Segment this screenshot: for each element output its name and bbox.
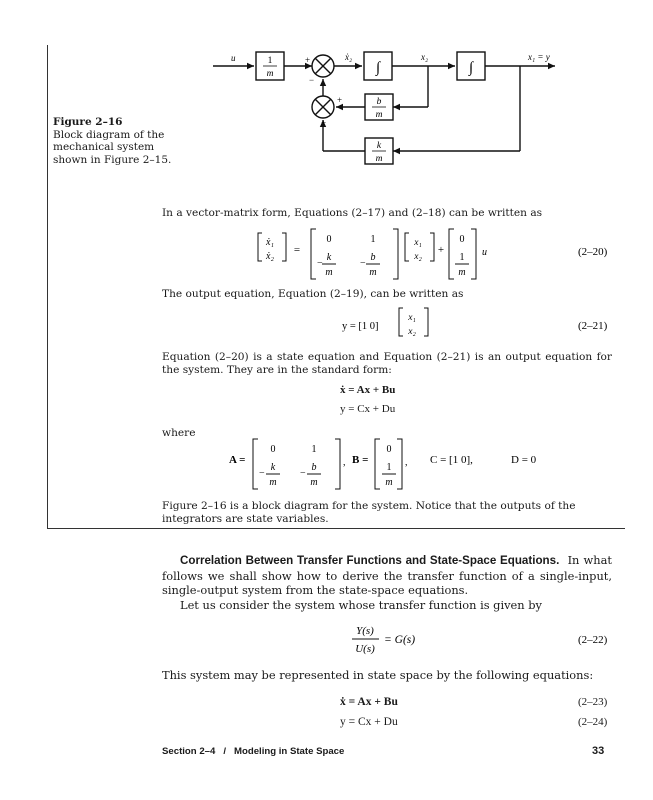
eq2-20-x1: x₁	[414, 238, 422, 248]
paragraph-vector-matrix: In a vector-matrix form, Equations (2–17) and (2–18) can be written as	[162, 207, 543, 219]
section-intro-text: In what follows we shall show how to derive the transfer function of a single-input, single-output system from the state-space equations.	[162, 553, 612, 597]
C-definition: C = [1 0],	[430, 454, 473, 466]
eq2-21-x2: x₂	[408, 327, 416, 337]
stiffness-numerator: k	[376, 141, 382, 151]
B-comma: ,	[405, 457, 408, 468]
figure-caption-text: Block diagram of the mechanical system shown in Figure 2–15.	[53, 128, 172, 166]
b2-den: m	[458, 267, 466, 278]
B-1: 0	[386, 444, 392, 455]
a21-den: m	[325, 267, 333, 278]
footer-running-head	[162, 746, 344, 757]
footer-separator: /	[223, 746, 226, 757]
eq2-20-lhs-1: ẋ₁	[266, 237, 274, 248]
eq2-24-number: (2–24)	[578, 716, 608, 728]
damping-denominator: m	[375, 110, 383, 120]
gain-denominator: m	[266, 69, 274, 79]
signal-x1-y-label: x₁ = y	[528, 52, 550, 62]
equation-2-21	[0, 304, 653, 344]
sum2-plus-sign-bottom: +	[321, 118, 327, 128]
integrator-2-symbol: ∫	[468, 60, 474, 76]
D-definition: D = 0	[511, 454, 537, 466]
A-21-den: m	[269, 477, 277, 488]
stiffness-denominator: m	[375, 154, 383, 164]
where-label: where	[162, 427, 196, 439]
a22-num: b	[370, 252, 376, 263]
a21-num: k	[326, 252, 332, 263]
section-heading: Correlation Between Transfer Functions and State-Space Equations.	[180, 554, 560, 567]
A-label: A =	[229, 454, 246, 466]
eq2-20-equals: =	[293, 244, 301, 256]
A-22-den: m	[310, 477, 318, 488]
a22-den: m	[369, 267, 377, 278]
A-22-minus: −	[300, 468, 306, 479]
A-comma: ,	[343, 457, 346, 468]
paragraph-state-space-representation: This system may be represented in state space by the following equations:	[162, 668, 594, 682]
A-12: 1	[311, 444, 317, 455]
eq2-23-number: (2–23)	[578, 696, 608, 708]
footer-title: Modeling in State Space	[234, 746, 345, 757]
b1: 0	[459, 234, 465, 245]
a11: 0	[326, 234, 332, 245]
sum1-minus-sign: −	[309, 75, 315, 85]
b2-num: 1	[459, 252, 465, 263]
eq2-21-number: (2–21)	[578, 320, 608, 332]
a22-minus: −	[360, 258, 366, 269]
paragraph-transfer-function-intro: Let us consider the system whose transfer function is given by	[180, 598, 542, 612]
A-11: 0	[270, 444, 276, 455]
figure-caption	[53, 116, 173, 166]
eq2-22-number: (2–22)	[578, 634, 608, 646]
damping-numerator: b	[376, 97, 382, 107]
footer-section: Section 2–4	[162, 746, 216, 757]
signal-x2dot-label: ẋ₂	[345, 52, 353, 62]
eq2-23: ẋ = Ax + Bu	[340, 696, 398, 708]
signal-u-label: u	[231, 53, 236, 63]
integrator-1-symbol: ∫	[375, 60, 381, 76]
eq2-20-plus: +	[437, 244, 445, 256]
sum1-plus-sign: +	[305, 55, 311, 65]
paragraph-standard-form: Equation (2–20) is a state equation and Equation (2–21) is an output equation for the system. They are in the standard form:	[162, 351, 612, 376]
paragraph-output-equation: The output equation, Equation (2–19), can be written as	[162, 288, 464, 300]
standard-output-equation: y = Cx + Du	[340, 403, 396, 415]
gain-numerator: 1	[267, 56, 273, 66]
eq2-22-denominator: U(s)	[355, 643, 375, 655]
eq2-20-number: (2–20)	[578, 246, 608, 258]
sum2-plus-sign-right: +	[337, 95, 343, 105]
B-2-num: 1	[386, 462, 392, 473]
paragraph-block-diagram-note: Figure 2–16 is a block diagram for the system. Notice that the outputs of the integrators are state variables.	[162, 500, 576, 525]
A-22-num: b	[311, 462, 317, 473]
B-2-den: m	[385, 477, 393, 488]
eq2-22-rhs: = G(s)	[384, 634, 416, 646]
signal-x2-label: x₂	[421, 52, 429, 62]
equation-2-20	[0, 226, 653, 284]
section-paragraph	[162, 553, 612, 598]
eq2-21-lhs: y = [1 0]	[342, 321, 379, 332]
eq2-20-x2: x₂	[414, 252, 422, 262]
a12: 1	[370, 234, 376, 245]
A-21-num: k	[270, 462, 276, 473]
eq2-24: y = Cx + Du	[340, 716, 398, 728]
B-label: B =	[352, 454, 369, 466]
standard-state-equation: ẋ = Ax + Bu	[340, 384, 396, 396]
a21-minus: −	[317, 258, 323, 269]
eq2-20-u: u	[482, 247, 487, 258]
A-21-minus: −	[259, 468, 265, 479]
page-number: 33	[592, 745, 605, 757]
matrix-definitions	[0, 434, 653, 492]
equation-2-22	[0, 620, 653, 660]
figure-label: Figure 2–16	[53, 116, 123, 128]
section-divider-rule	[47, 528, 625, 529]
eq2-20-lhs-2: ẋ₂	[266, 251, 274, 262]
eq2-21-x1: x₁	[408, 313, 416, 323]
eq2-22-numerator: Y(s)	[356, 625, 374, 637]
